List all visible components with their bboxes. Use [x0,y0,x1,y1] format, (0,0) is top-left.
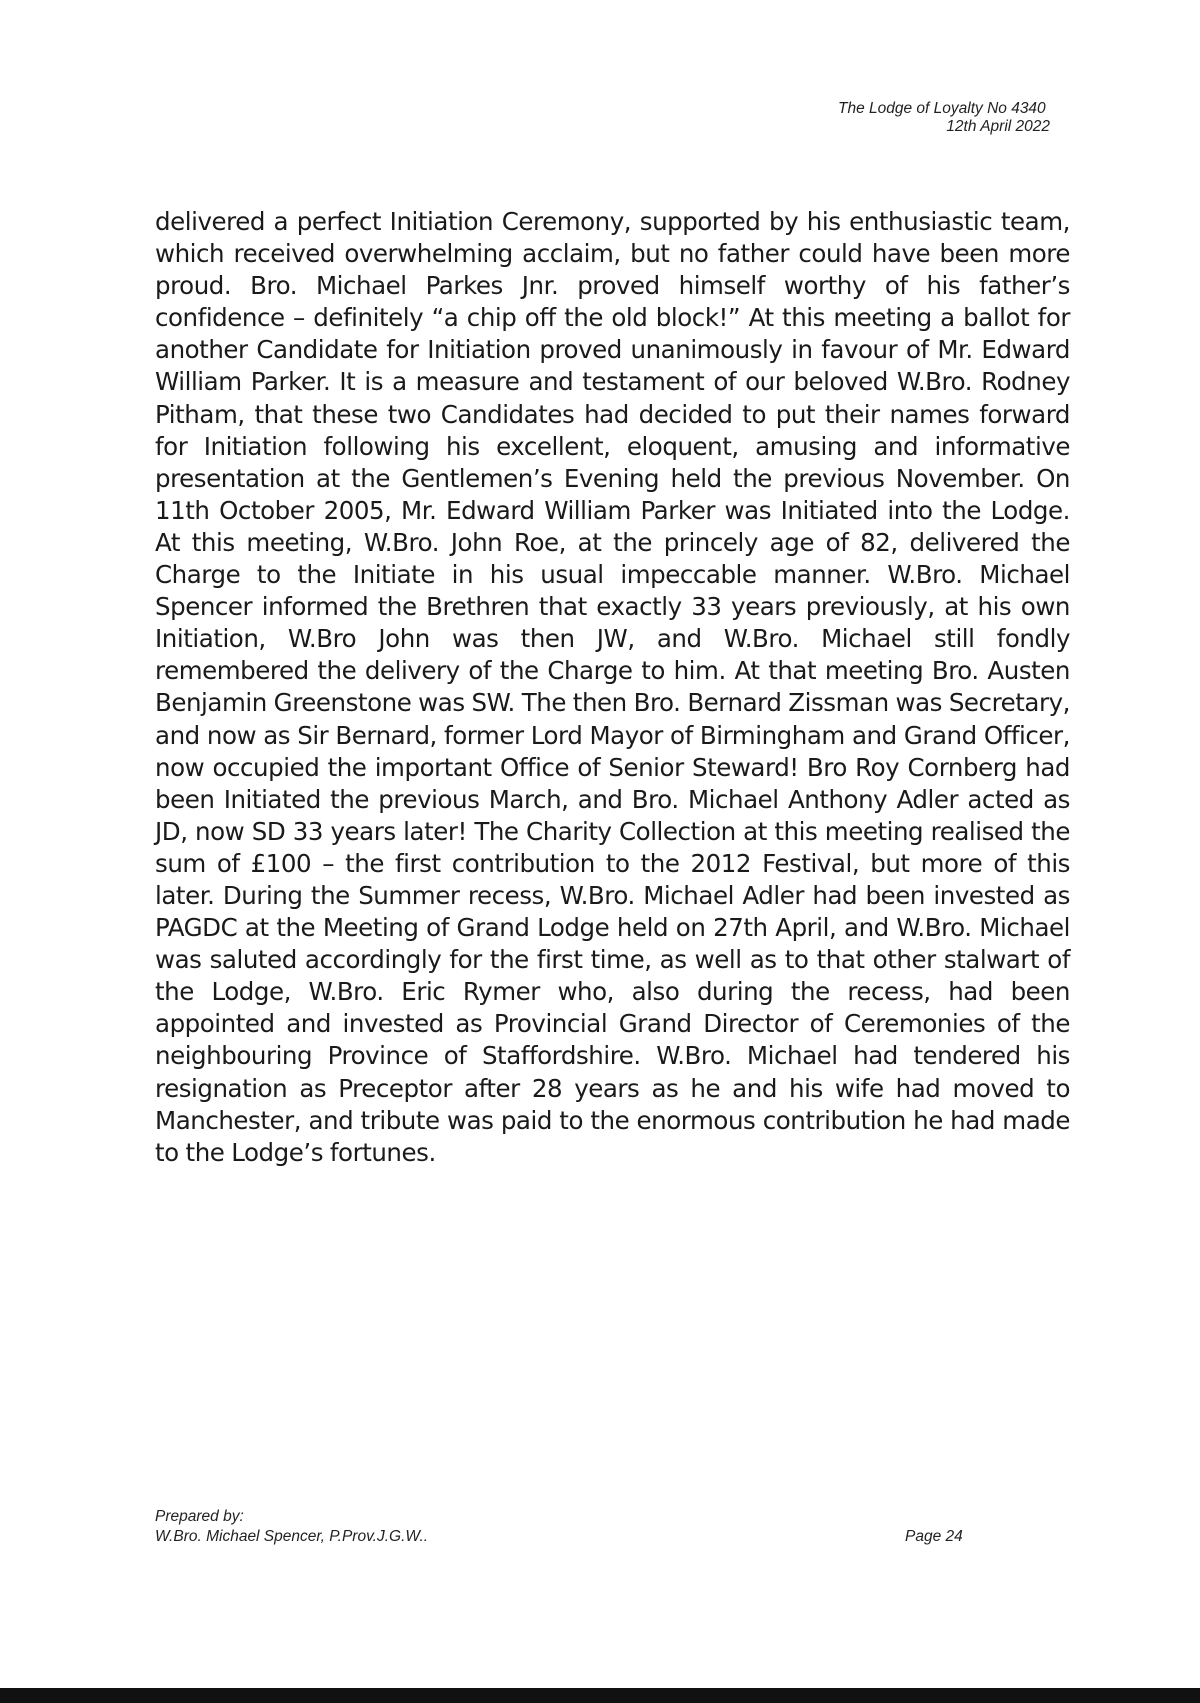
bottom-border [0,1688,1200,1703]
body-paragraph: delivered a perfect Initiation Ceremony, supported by his enthusiastic team, which received overwhelming acclaim, but no father could have been more proud. Bro. Michael Parkes Jnr. proved himself worthy of his father’s confidence – definitely “a chip off the old block!” At this meeting a ballot for another Candidate for Initiation proved unanimously in favour of Mr. Edward William Parker. It is a measure and testament of our beloved W.Bro. Rodney Pitham, that these two Candidates had decided to put their names forward for Initiation following his excellent, eloquent, amusing and informative presentation at the Gentlemen’s Evening held the previous November. On 11th October 2005, Mr. Edward William Parker was Initiated into the Lodge. At this meeting, W.Bro. John Roe, at the princely age of 82, delivered the Charge to the Initiate in his usual impeccable manner. W.Bro. Michael Spencer informed the Brethren that exactly 33 years previously, at his own Initiation, W.Bro John was then JW, and W.Bro. Michael still fondly remembered the delivery of the Charge to him. At that meeting Bro. Austen Benjamin Greenstone was SW. The then Bro. Bernard Zissman was Secretary, and now as Sir Bernard, former Lord Mayor of Birmingham and Grand Officer, now occupied the important Office of Senior Steward! Bro Roy Cornberg had been Initiated the previous March, and Bro. Michael Anthony Adler acted as JD, now SD 33 years later! The Charity Collection at this meeting realised the sum of £100 – the first contribution to the 2012 Festival, but more of this later. During the Summer recess, W.Bro. Michael Adler had been invested as PAGDC at the Meeting of Grand Lodge held on 27th April, and W.Bro. Michael was saluted accordingly for the first time, as well as to that other stalwart of the Lodge, W.Bro. Eric Rymer who, also during the recess, had been appointed and invested as Provincial Grand Director of Ceremonies of the neighbouring Province of Staffordshire. W.Bro. Michael had tendered his resignation as Preceptor after 28 years as he and his wife had moved to Manchester, and tribute was paid to the enormous contribution he had made to the Lodge’s fortunes. [155,207,1070,1167]
page-header [780,100,1050,136]
header-date: 12th April 2022 [946,118,1050,135]
header-lodge-name: The Lodge of Loyalty No 4340 [838,100,1046,117]
prepared-by-label: Prepared by: [155,1508,244,1525]
author-name: W.Bro. Michael Spencer, P.Prov.J.G.W.. [155,1528,429,1545]
footer-prepared-by [155,1507,555,1547]
page-number: Page 24 [905,1528,963,1545]
